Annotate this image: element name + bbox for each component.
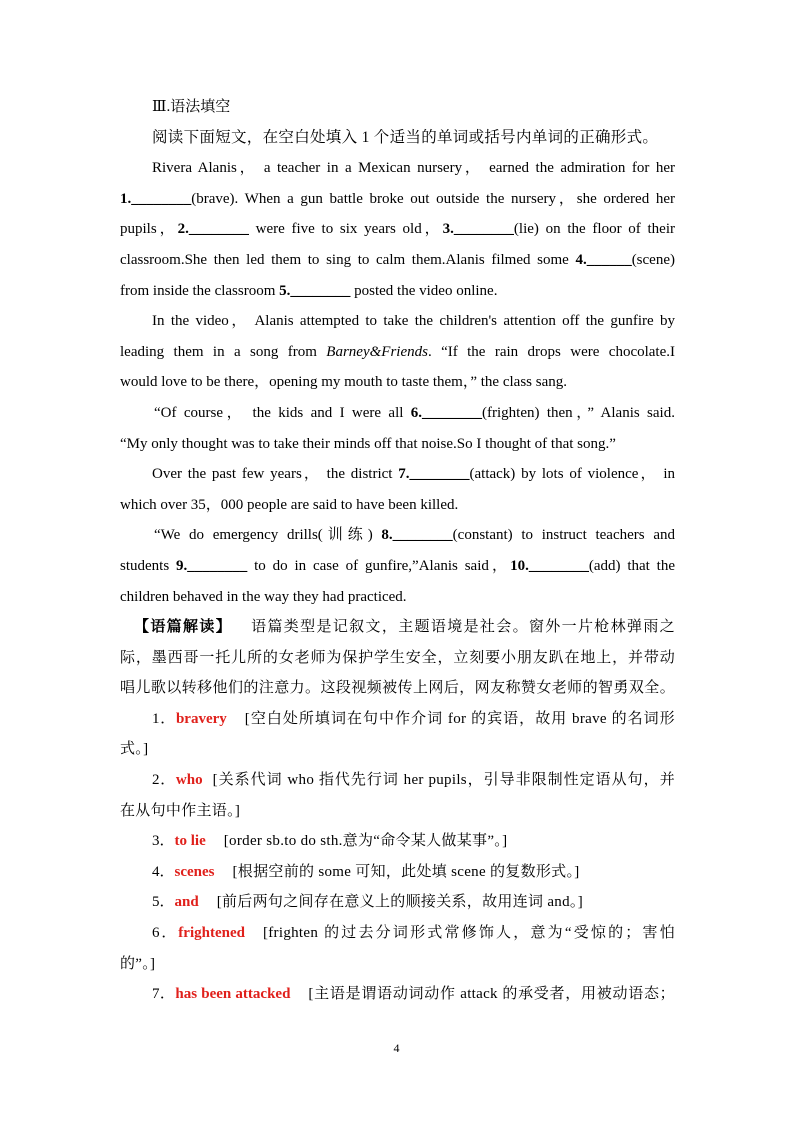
blank-7: 7.________ <box>398 466 470 483</box>
passage-text: In the video， Alanis attempted to take the children's attention off the gunfire by <box>152 313 675 330</box>
passage-text: posted the video online. <box>350 282 498 299</box>
instruction: 阅读下面短文，在空白处填入 1 个适当的单词或括号内单词的正确形式。 <box>152 128 659 146</box>
passage-line <box>120 398 675 429</box>
answer-explanation: 式。] <box>120 741 149 758</box>
blank-8: 8.________ <box>381 527 453 544</box>
blank-3: 3.________ <box>442 221 514 238</box>
blank-2: 2.________ <box>177 221 249 238</box>
answer-item <box>120 979 675 1010</box>
passage-text: pupils， <box>120 221 178 238</box>
passage-line <box>120 429 675 460</box>
passage-line <box>120 582 675 613</box>
answer-explanation: [主语是谓语动词动作 attack 的承受者，用被动语态； <box>308 986 675 1003</box>
answer-value: scenes <box>174 863 215 880</box>
passage-line <box>120 276 675 307</box>
page-number: 4 <box>393 1041 400 1055</box>
passage-text: “We do emergency drills(训练) <box>154 527 382 544</box>
passage-line <box>120 337 675 368</box>
answer-number: 2． <box>152 772 176 789</box>
analysis-text: 际，墨西哥一托儿所的女老师为保护学生安全，立刻要小朋友趴在地上，并带动 <box>120 649 675 666</box>
answer-explanation: [空白处所填词在句中作介词 for 的宾语，故用 brave 的名词形 <box>244 710 675 727</box>
answer-number: 5． <box>152 894 175 911</box>
passage-text: (frighten) then，” Alanis said. <box>482 404 675 421</box>
passage-text: leading them in a song from <box>120 343 327 360</box>
answer-item <box>120 826 675 857</box>
answer-value: frightened <box>178 925 245 942</box>
answer-explanation: 的”。] <box>120 955 156 972</box>
passage-text: children behaved in the way they had practiced. <box>120 588 407 605</box>
passage-text: which over 35，000 people are said to have been killed. <box>120 496 459 513</box>
answer-item-cont <box>120 949 675 980</box>
passage-line <box>120 551 675 582</box>
passage-line <box>120 245 675 276</box>
passage-line <box>120 153 675 184</box>
answer-value: and <box>174 894 199 911</box>
answer-value: bravery <box>175 710 227 727</box>
analysis-text: 语篇类型是记叙文，主题语境是社会。窗外一片枪林弹雨之 <box>250 619 675 636</box>
passage-text: (scene) <box>631 251 675 268</box>
answer-value: who <box>175 772 203 789</box>
passage-line <box>120 459 675 490</box>
blank-5: 5.________ <box>279 282 351 299</box>
answer-number: 7． <box>152 986 176 1003</box>
answer-item <box>120 704 675 735</box>
passage-text: (constant) to instruct teachers and <box>452 527 675 544</box>
passage-text: students <box>120 557 177 574</box>
passage-text: . “If the rain drops were chocolate.I <box>427 343 676 360</box>
passage-text: Rivera Alanis， a teacher in a Mexican nursery， earned the admiration for her <box>152 160 675 177</box>
answer-item <box>120 857 675 888</box>
answer-number: 3． <box>152 833 175 850</box>
analysis-text: 唱儿歌以转移他们的注意力。这段视频被传上网后，网友称赞女老师的智勇双全。 <box>120 680 675 697</box>
passage-text: “My only thought was to take their minds off that noise.So I thought of that song.” <box>120 435 616 452</box>
passage-text: from inside the classroom <box>120 282 280 299</box>
song-title: Barney&Friends <box>326 343 428 360</box>
passage-text: “Of course， the kids and I were all <box>154 404 411 421</box>
answer-explanation: [关系代词 who 指代先行词 her pupils，引导非限制性定语从句，并 <box>212 772 675 789</box>
passage-line <box>120 306 675 337</box>
answer-number: 6． <box>152 925 179 942</box>
passage-line <box>120 490 675 521</box>
answer-item-cont <box>120 734 675 765</box>
passage-line <box>120 367 675 398</box>
answer-item <box>120 887 675 918</box>
blank-4: 4.______ <box>575 251 632 268</box>
passage-text: to do in case of gunfire,”Alanis said， <box>247 557 511 574</box>
answer-explanation: [frighten 的过去分词形式常修饰人，意为“受惊的；害怕 <box>262 925 675 942</box>
answer-item <box>120 765 675 796</box>
analysis-line <box>120 643 675 674</box>
section-title: Ⅲ.语法填空 <box>152 99 231 115</box>
passage-line <box>120 214 675 245</box>
blank-10: 10.________ <box>510 557 589 574</box>
answer-explanation: [前后两句之间存在意义上的顺接关系，故用连词 and。] <box>216 894 584 911</box>
blank-6: 6.________ <box>410 404 483 421</box>
answer-number: 1． <box>152 710 176 727</box>
document-page <box>120 92 675 1010</box>
passage-text: were five to six years old， <box>248 221 443 238</box>
answer-explanation: [order sb.to do sth.意为“命令某人做某事”。] <box>223 833 508 850</box>
answer-explanation: 在从句中作主语。] <box>120 802 241 819</box>
passage-text: (brave). When a gun battle broke out outside the nursery，she ordered her <box>191 190 675 207</box>
blank-9: 9.________ <box>176 557 248 574</box>
blank-1: 1.________ <box>120 190 192 207</box>
answer-value: to lie <box>174 833 206 850</box>
analysis-label: 【语篇解读】 <box>134 619 233 636</box>
answer-number: 4． <box>152 863 175 880</box>
passage-text: would love to be there，opening my mouth to taste them，” the class sang. <box>120 374 567 391</box>
answer-value: has been attacked <box>175 986 291 1003</box>
passage-line <box>120 184 675 215</box>
passage-text: (add) that the <box>588 557 675 574</box>
passage-text: classroom.She then led them to sing to calm them.Alanis filmed some <box>120 251 576 268</box>
answer-item-cont <box>120 796 675 827</box>
analysis-line <box>120 673 675 704</box>
answer-item <box>120 918 675 949</box>
passage-text: (lie) on the floor of their <box>513 221 676 238</box>
analysis-line <box>120 612 675 643</box>
passage-text: (attack) by lots of violence， in <box>469 466 675 483</box>
answer-explanation: [根据空前的 some 可知，此处填 scene 的复数形式。] <box>232 863 580 880</box>
passage-line <box>120 520 675 551</box>
passage-text: Over the past few years， the district <box>152 466 399 483</box>
